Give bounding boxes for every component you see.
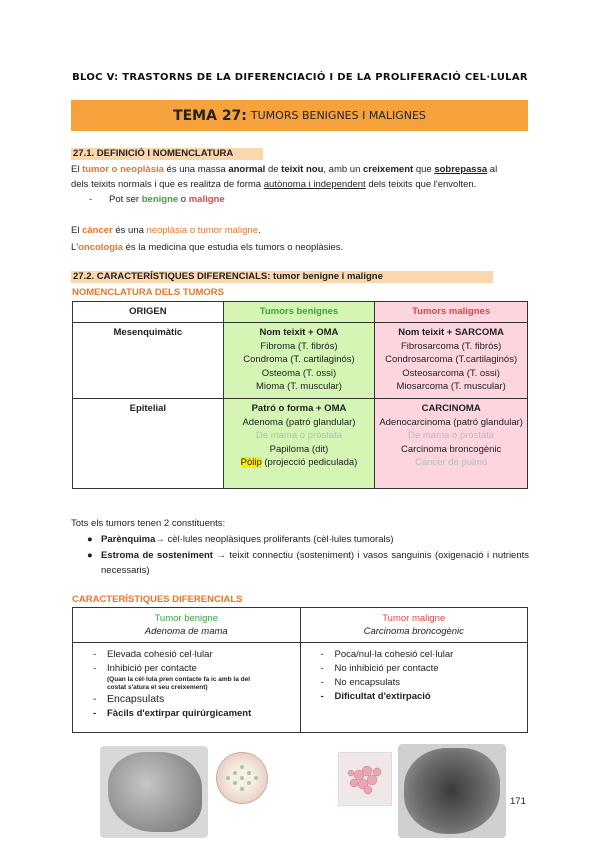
mesenquimatic-benign: Nom teixit + OMA Fibroma (T. fibrós) Condroma (T. cartilaginós) Osteoma (T. ossi) Mioma (T. muscular) — [223, 323, 375, 399]
oncology-definition: L'oncologia és la medicina que estudia els tumors o neoplàsies. — [71, 242, 344, 253]
section-27-1-title: 27.1. DEFINICIÓ I NOMENCLATURA — [71, 148, 263, 160]
malign-traits: - Poca/nul·la cohesió cel·lular - No inhibició per contacte - No encapsulats - Dificultat d'extirpació — [300, 643, 528, 733]
carcinoma-lung — [404, 748, 500, 834]
benign-cells-pattern — [217, 753, 267, 803]
definition-paragraph: El tumor o neoplàsia és una massa anormal de teixit nou, amb un creixement que sobrepassa al dels teixits normals i que es realitza de forma autònoma i independent dels teixits que l'envolten. - Pot ser benigne o maligne — [71, 164, 498, 205]
col-origen: ORIGEN — [73, 302, 224, 323]
benign-traits: - Elevada cohesió cel·lular - Inhibició per contacte (Quan la cèl·lula pren contacte fa ic amb la del costat s'atura el seu creixement) - Encapsulats - Fàcils d'extirpar quirúrgicament — [73, 643, 301, 733]
adenoma-photo — [100, 746, 208, 838]
cancer-definition: El càncer és una neoplàsia o tumor maligne. — [71, 225, 261, 236]
malign-cells-pattern — [339, 753, 391, 805]
constituents-intro: Tots els tumors tenen 2 constituents: — [71, 518, 226, 529]
tema-banner — [71, 100, 528, 131]
carcinoma-photo — [398, 744, 506, 838]
page-number: 171 — [510, 796, 526, 807]
adenoma-mass — [108, 752, 202, 832]
tema-title: TUMORS BENIGNES I MALIGNES — [250, 109, 426, 122]
malign-cells-diagram — [338, 752, 392, 806]
characteristics-table — [72, 607, 528, 733]
malign-header: Tumor maligne Carcinoma broncogènic — [300, 608, 528, 643]
row-mesenquimatic: Mesenquimàtic — [73, 323, 224, 399]
tumor-term: tumor o neoplàsia — [82, 164, 164, 175]
bloc-title: BLOC V: TRASTORNS DE LA DIFERENCIACIÓ I DE LA PROLIFERACIÓ CEL·LULAR — [72, 72, 528, 83]
section-27-2-title: 27.2. CARACTERÍSTIQUES DIFERENCIALS: tumor benigne i maligne — [71, 271, 493, 283]
polip-highlight: Pòlip — [240, 457, 262, 468]
characteristics-title: CARACTERÍSTIQUES DIFERENCIALS — [72, 594, 243, 605]
col-benignes: Tumors benignes — [223, 302, 375, 323]
nomenclature-subtitle: NOMENCLATURA DELS TUMORS — [72, 287, 224, 298]
epitelial-benign: Patró o forma + OMA Adenoma (patró glandular) De mama o pròstata Papiloma (dit) Pòlip (projecció pediculada) — [223, 399, 375, 489]
benign-header: Tumor benigne Adenoma de mama — [73, 608, 301, 643]
mesenquimatic-malign: Nom teixit + SARCOMA Fibrosarcoma (T. fibrós) Condrosarcoma (T.cartilaginós) Osteosarcoma (T. ossi) Miosarcoma (T. muscular) — [375, 323, 528, 399]
constituents-list: ● Parènquima→ cèl·lules neoplàsiques proliferants (cèl·lules tumorals) ● Estroma de sosteniment → teixit connectiu (sosteniment) i vasos sanguinis (oxigenació i nutrients necessaris) — [87, 534, 530, 576]
tema-number: TEMA 27: — [173, 107, 247, 124]
nomenclature-table — [72, 301, 528, 489]
epitelial-malign: CARCINOMA Adenocarcinoma (patró glandular) De mama o pròstata Carcinoma broncogènic Càncer de pulmó — [375, 399, 528, 489]
row-epitelial: Epitelial — [73, 399, 224, 489]
col-malignes: Tumors malignes — [375, 302, 528, 323]
benign-cells-diagram — [216, 752, 268, 804]
